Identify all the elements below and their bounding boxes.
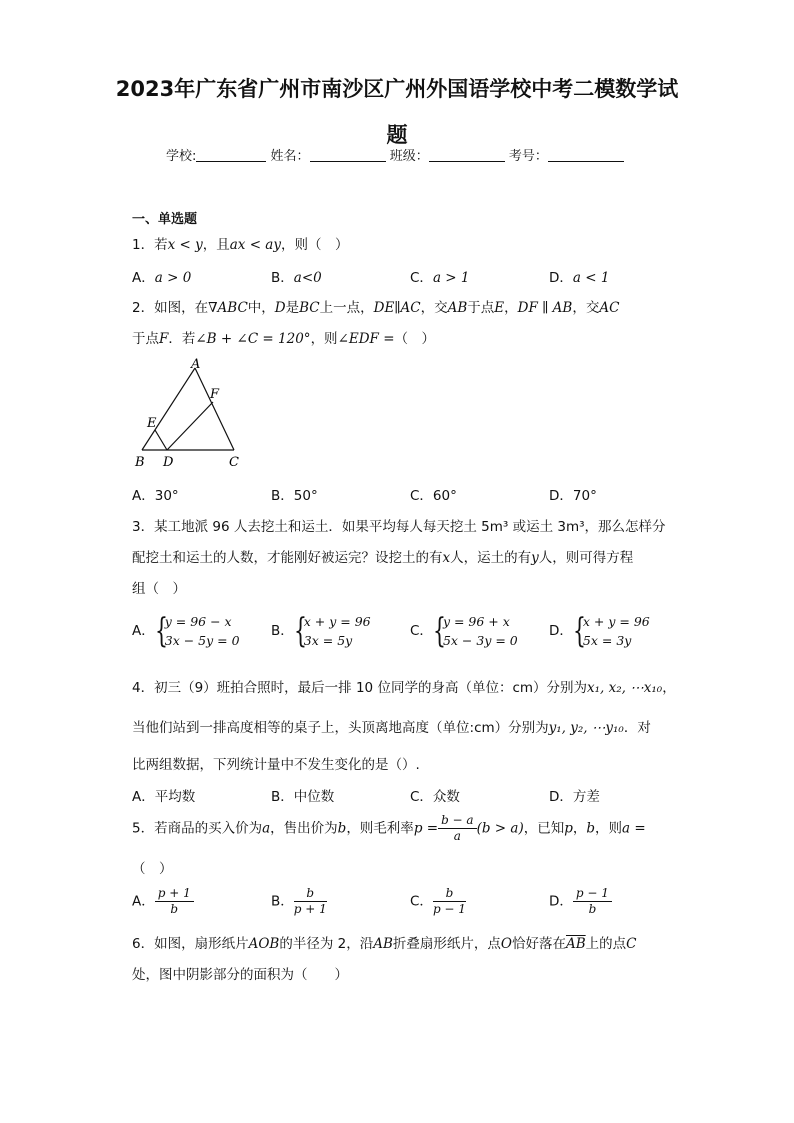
question-4-line-3: 比两组数据，下列统计量中不发生变化的是（）.: [132, 757, 420, 773]
q3-option-c[interactable]: C． { y = 96 + x 5x − 3y = 0: [410, 611, 518, 651]
question-4-line-1: 4．初三（9）班拍合照时，最后一排 10 位同学的身高（单位：cm）分别为x₁, x₂, ⋯x₁₀，: [132, 680, 676, 696]
option-fraction: $\frac{p - 1}{b}$: [573, 886, 612, 917]
question-2-line-1: 2．如图，在∇ABC中，D是BC上一点，DE∥AC，交AB于点E，DF ∥ AB，交AC: [132, 300, 620, 316]
q5-option-a[interactable]: A． $\frac{p + 1}{b}$: [132, 886, 194, 917]
question-5-line-1: 5．若商品的买入价为a，售出价为b，则毛利率p = $\frac{b - a}{a}$ (b > a)，已知p，b，则a =: [132, 813, 646, 843]
q1-option-a[interactable]: A．a > 0: [132, 270, 192, 286]
question-2-line-2: 于点F．若∠B + ∠C = 120°，则∠EDF =（ ）: [132, 331, 436, 347]
q2-option-d[interactable]: D．70°: [549, 488, 597, 504]
q3-option-a[interactable]: A． { y = 96 − x 3x − 5y = 0: [132, 611, 240, 651]
student-info-row: [166, 145, 686, 164]
option-fraction: $\frac{b}{p - 1}$: [432, 886, 466, 916]
label-f: F: [210, 387, 220, 402]
equation-system: { x + y = 96 3x = 5y: [293, 611, 371, 651]
label-e: E: [147, 416, 157, 431]
question-3-line-1: 3．某工地派 96 人去挖土和运土．如果平均每人每天挖土 5m³ 或运土 3m³，那么怎样分: [132, 519, 666, 535]
question-3-line-3: 组（ ）: [132, 581, 186, 597]
label-b: B: [135, 455, 145, 470]
equation-system: { y = 96 − x 3x − 5y = 0: [154, 611, 240, 651]
question-4-line-2: 当他们站到一排高度相等的桌子上，头顶离地高度（单位:cm）分别为y₁, y₂, ⋯y₁₀．对: [132, 720, 651, 736]
name-blank[interactable]: [310, 149, 386, 162]
q5-option-b[interactable]: B． $\frac{b}{p + 1}$: [271, 886, 327, 916]
class-blank[interactable]: [429, 149, 505, 162]
side-ac: [195, 368, 234, 450]
number-blank[interactable]: [548, 149, 624, 162]
q5-option-c[interactable]: C． $\frac{b}{p - 1}$: [410, 886, 466, 916]
q1-option-c[interactable]: C．a > 1: [410, 270, 470, 286]
number-label: 考号：: [508, 149, 548, 164]
option-fraction: $\frac{p + 1}{b}$: [155, 886, 194, 917]
label-d: D: [163, 455, 174, 470]
question-1-stem: 1．若x < y，且ax < ay，则（ ）: [132, 237, 349, 253]
q4-option-a[interactable]: A．平均数: [132, 789, 196, 805]
q4-option-c[interactable]: C．众数: [410, 789, 460, 805]
equation-system: { x + y = 96 5x = 3y: [572, 611, 650, 651]
equation-system: { y = 96 + x 5x − 3y = 0: [432, 611, 518, 651]
class-label: 班级：: [389, 149, 429, 164]
q4-option-d[interactable]: D．方差: [549, 789, 600, 805]
q2-option-c[interactable]: C．60°: [410, 488, 457, 504]
school-label: 学校:: [166, 149, 197, 164]
label-a: A: [191, 358, 201, 372]
question-6-line-1: 6．如图，扇形纸片AOB的半径为 2，沿AB折叠扇形纸片，点O恰好落在$\overline{AB}$上的点C: [132, 936, 637, 952]
label-c: C: [229, 455, 239, 470]
side-ab: [142, 368, 195, 450]
question-3-line-2: 配挖土和运土的人数，才能刚好被运完？设挖土的有x人，运土的有y人，则可得方程: [132, 550, 634, 566]
title-line-1: 2023年广东省广州市南沙区广州外国语学校中考二模数学试: [115, 77, 679, 101]
profit-fraction: $\frac{b - a}{a}$: [438, 813, 477, 844]
q2-option-a[interactable]: A．30°: [132, 488, 179, 504]
question-5-line-2: （ ）: [132, 861, 173, 877]
q2-option-b[interactable]: B．50°: [271, 488, 318, 504]
question-6-line-2: 处，图中阴影部分的面积为（ ）: [132, 967, 348, 983]
segment-df: [167, 402, 213, 450]
title-line-2: 题: [386, 123, 408, 147]
school-blank[interactable]: [196, 149, 266, 162]
segment-de: [155, 430, 167, 450]
q3-option-b[interactable]: B． { x + y = 96 3x = 5y: [271, 611, 371, 651]
section-heading: 一、单选题: [132, 212, 198, 227]
q4-option-b[interactable]: B．中位数: [271, 789, 335, 805]
q3-option-d[interactable]: D． { x + y = 96 5x = 3y: [549, 611, 650, 651]
triangle-figure: [132, 358, 252, 473]
option-fraction: $\frac{b}{p + 1}$: [293, 886, 327, 916]
q5-option-d[interactable]: D． $\frac{p - 1}{b}$: [549, 886, 612, 917]
name-label: 姓名：: [270, 149, 310, 164]
q1-option-b[interactable]: B．a<0: [271, 270, 322, 286]
q1-option-d[interactable]: D．a < 1: [549, 270, 610, 286]
